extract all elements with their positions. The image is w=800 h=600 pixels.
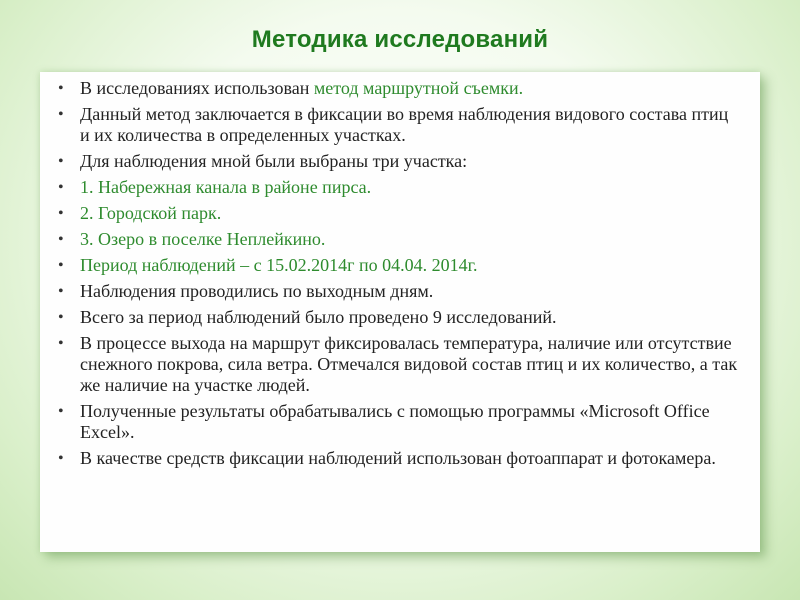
bullet-text: В исследованиях использован: [80, 78, 314, 98]
bullet-icon: •: [58, 231, 64, 248]
bullet-icon: •: [58, 335, 64, 352]
bullet-icon: •: [58, 283, 64, 300]
bullet-text: Полученные результаты обрабатывались с помощью программы «Microsoft Office Excel».: [80, 401, 710, 442]
bullet-text: Данный метод заключается в фиксации во время наблюдения видового состава птиц и их количества в определенных участках.: [80, 104, 729, 145]
bullet-icon: •: [58, 179, 64, 196]
bullet-text: Наблюдения проводились по выходным дням.: [80, 281, 434, 301]
bullet-item: [58, 307, 742, 328]
bullet-icon: •: [58, 450, 64, 467]
bullet-item: [58, 333, 742, 396]
bullet-text: Для наблюдения мной были выбраны три участка:: [80, 151, 468, 171]
bullet-item: [58, 401, 742, 443]
bullet-accent-text: 1. Набережная канала в районе пирса.: [80, 177, 372, 197]
bullet-item: [58, 255, 742, 276]
bullet-item: [58, 104, 742, 146]
bullet-item: [58, 151, 742, 172]
bullet-icon: •: [58, 153, 64, 170]
bullet-item: [58, 203, 742, 224]
bullet-item: [58, 177, 742, 198]
bullet-text: В процессе выхода на маршрут фиксировалась температура, наличие или отсутствие снежного покрова, сила ветра. Отмечался видовой состав птиц и их количество, а так же наличие на участке людей.: [80, 333, 738, 395]
bullet-accent-text: 3. Озеро в поселке Неплейкино.: [80, 229, 326, 249]
bullet-item: [58, 78, 742, 99]
content-box: [40, 72, 760, 552]
bullet-text: Всего за период наблюдений было проведено 9 исследований.: [80, 307, 557, 327]
bullet-icon: •: [58, 106, 64, 123]
bullet-icon: •: [58, 309, 64, 326]
bullet-icon: •: [58, 403, 64, 420]
bullet-item: [58, 281, 742, 302]
bullet-accent-text: 2. Городской парк.: [80, 203, 222, 223]
bullet-accent-text: метод маршрутной съемки.: [313, 78, 524, 98]
bullet-item: [58, 448, 742, 469]
bullet-accent-text: Период наблюдений – с 15.02.2014г по 04.04. 2014г.: [80, 255, 478, 275]
slide-title: Методика исследований: [251, 26, 549, 53]
bullet-list: [58, 78, 742, 469]
bullet-text: В качестве средств фиксации наблюдений использован фотоаппарат и фотокамера.: [80, 448, 716, 468]
bullet-item: [58, 229, 742, 250]
bullet-icon: •: [58, 257, 64, 274]
bullet-icon: •: [58, 80, 64, 97]
bullet-icon: •: [58, 205, 64, 222]
